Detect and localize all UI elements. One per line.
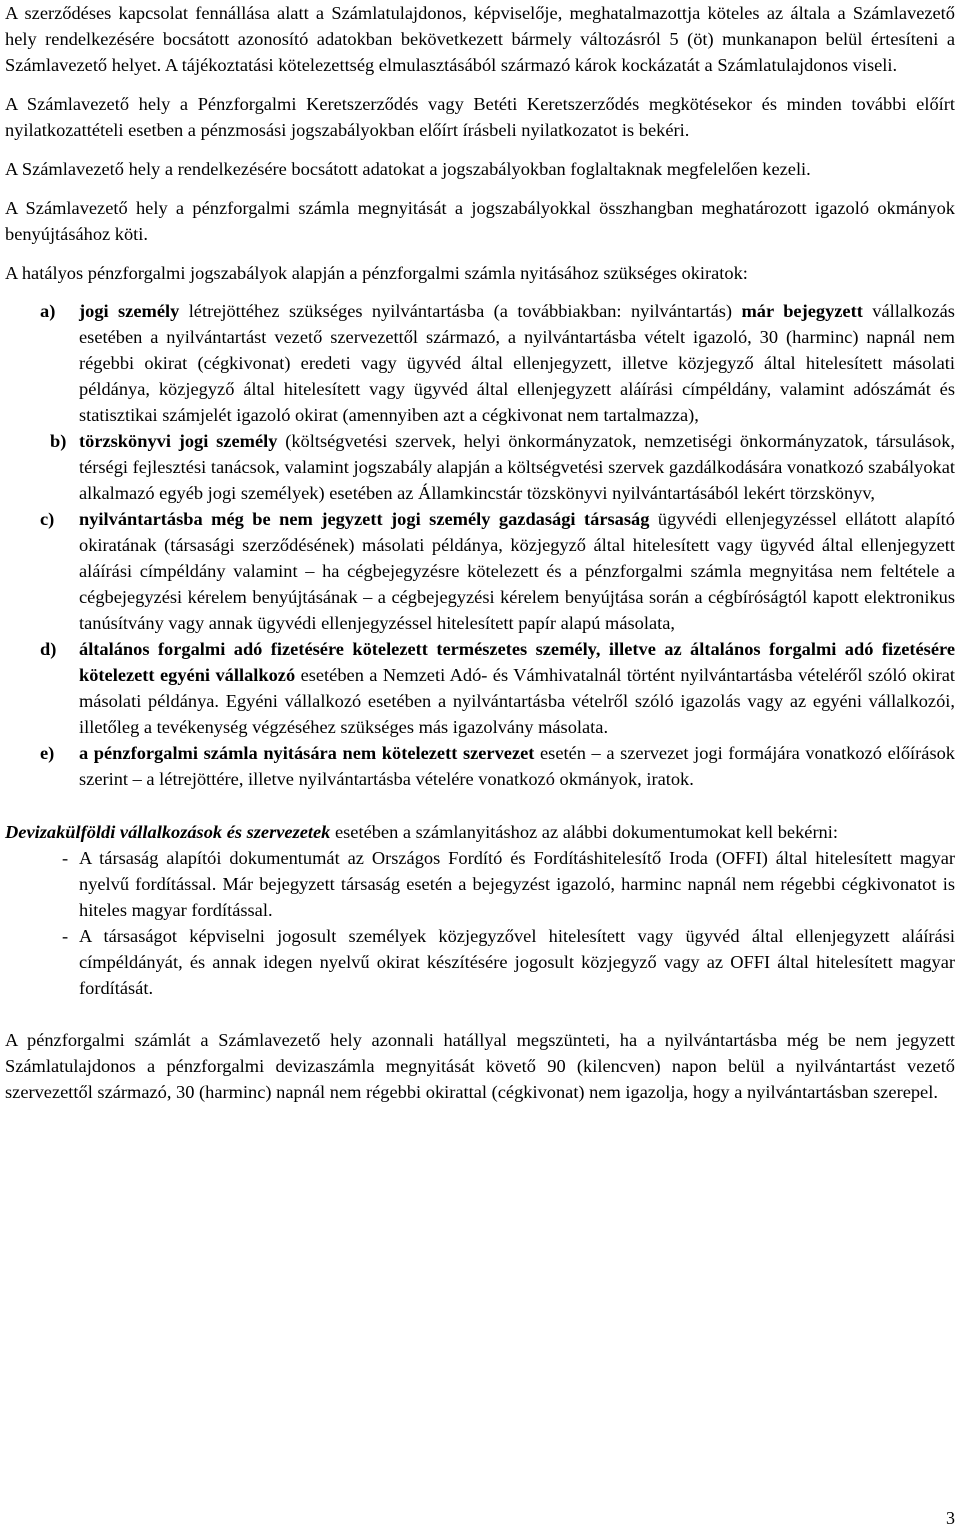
paragraph-account-opening: A Számlavezető hely a pénzforgalmi számla megnyitását a jogszabályokkal összhangban meghatározott igazoló okmányok benyújtásához köti. bbox=[5, 198, 955, 244]
document-page bbox=[5, 0, 955, 1105]
dash-marker: - bbox=[62, 926, 69, 946]
required-documents-list bbox=[5, 298, 955, 792]
list-item-text: (költségvetési szervek, helyi önkormányzatok, nemzetiségi önkormányzatok, társulások, térségi fejlesztési tanácsok, valamint jogszabály alapján a költségvetési szervek gazdálkodására vonatkozó szabályokat alkalmazó egyéb jogi személyek) esetében az Államkincstár tözskönyvi nyilvántartásából lekért törzskönyv, bbox=[79, 431, 956, 503]
paragraph-data-handling: A Számlavezető hely a rendelkezésére bocsátott adatokat a jogszabályokban foglaltaknak megfelelően kezeli. bbox=[5, 159, 811, 179]
list-item-text: ügyvédi ellenjegyzéssel ellátott alapító okiratának (társasági szerződésének) másolati példánya, közjegyző által hitelesített vagy ügyvéd által ellenjegyzett aláírási címpéldány valamint – ha cégbejegyzésre kötelezett és a pénzforgalmi számla megnyitása nem feltétele a cégbejegyzési kérelem benyújtásának – a cégbejegyzési kérelem benyújtása során a cégbíróságtól kapott elektronikus tanúsítvány vagy annak ügyvédi ellenjegyzéssel hitelesített papír alapú másolata, bbox=[79, 509, 955, 633]
list-item-text: esetében a Nemzeti Adó- és Vámhivatalnál történt nyilvántartásba vételéről szóló okirat másolati példánya. Egyéni vállalkozó esetében a nyilvántartásba vételről szóló igazolás vagy az egyéni vállalkozói, illetőleg a tevékenység végzéséhez szükséges más igazolvány másolata. bbox=[79, 665, 955, 737]
list-item-bold: már bejegyzett bbox=[741, 301, 863, 321]
list-item bbox=[5, 845, 955, 923]
list-item-text: vállalkozás esetében a nyilvántartást vezető szervezettől származó, a nyilvántartásba vételt igazoló, 30 (harminc) napnál nem régebbi okirat (cégkivonat) eredeti vagy ügyvéd által ellenjegyzett, illetve közjegyző által hitelesített másolati példánya, közjegyző által hitelesített vagy ügyvéd által ellenjegyzett aláírási címpéldány, valamint adószámát és statisztikai számjelét igazoló okirat (amennyiben azt a cégkivonat nem tartalmazza), bbox=[79, 301, 955, 425]
paragraph-foreign-entities bbox=[5, 819, 955, 845]
list-item-text: létrejöttéhez szükséges nyilvántartásba (a továbbiakban: nyilvántartás) bbox=[179, 301, 742, 321]
list-marker: e) bbox=[40, 743, 55, 763]
page-number: 3 bbox=[946, 1508, 955, 1528]
list-marker: c) bbox=[40, 509, 55, 529]
list-item bbox=[5, 636, 955, 740]
list-item-bold: általános forgalmi adó fizetésére kötelezett természetes személy, illetve az általános forgalmi adó fizetésére kötelezett egyéni vállalkozó bbox=[79, 639, 955, 685]
list-item bbox=[5, 506, 955, 636]
paragraph-notification-duty: A szerződéses kapcsolat fennállása alatt a Számlatulajdonos, képviselője, meghatalmazottja köteles az általa a Számlavezető hely rendelkezésére bocsátott azonosító adatokban bekövetkezett bármely változásról 5 (öt) munkanapon belül értesíteni a Számlavezető helyet. A tájékoztatási kötelezettség elmulasztásából származó károk kockázatát a Számlatulajdonos viseli. bbox=[5, 3, 955, 75]
list-item-bold: jogi személy bbox=[79, 301, 180, 321]
list-item-bold: nyilvántartásba még be nem jegyzett jogi személy gazdasági társaság bbox=[79, 509, 650, 529]
list-item-text: A társaság alapítói dokumentumát az Országos Fordító és Fordításhitelesítő Iroda (OFFI) által hitelesített magyar nyelvű fordítással. Már bejegyzett társaság esetén a bejegyzést igazoló, harminc napnál nem régebbi cégkivonatot is hiteles magyar fordítással. bbox=[79, 848, 955, 920]
list-marker: b) bbox=[50, 431, 67, 451]
list-item bbox=[5, 298, 955, 428]
list-marker: a) bbox=[40, 301, 56, 321]
foreign-entities-heading: Devizakülföldi vállalkozások és szervezetek bbox=[5, 822, 331, 842]
foreign-documents-list bbox=[5, 845, 955, 1001]
paragraph-required-documents-intro: A hatályos pénzforgalmi jogszabályok alapján a pénzforgalmi számla nyitásához szükséges okiratok: bbox=[5, 263, 748, 283]
list-item-bold: a pénzforgalmi számla nyitására nem kötelezett szervezet bbox=[79, 743, 535, 763]
paragraph-account-termination: A pénzforgalmi számlát a Számlavezető hely azonnali hatállyal megszünteti, ha a nyilvántartásba még be nem jegyzett Számlatulajdonos a pénzforgalmi devizaszámla megnyitását követő 90 (kilencven) napon belül a nyilvántartást vezető szervezettől származó, 30 (harminc) napnál nem régebbi okirattal (cégkivonat) nem igazolja, hogy a nyilvántartásban szerepel. bbox=[5, 1030, 955, 1102]
dash-marker: - bbox=[62, 848, 69, 868]
foreign-entities-text: esetében a számlanyitáshoz az alábbi dokumentumokat kell bekérni: bbox=[330, 822, 838, 842]
list-marker: d) bbox=[40, 639, 57, 659]
list-item-bold: törzskönyvi jogi személy bbox=[79, 431, 278, 451]
list-item bbox=[5, 923, 955, 1001]
list-item-text: A társaságot képviselni jogosult személyek közjegyzővel hitelesített vagy ügyvéd által ellenjegyzett aláírási címpéldányát, és annak idegen nyelvű okirat készítésére jogosult közjegyző vagy az OFFI által hitelesített magyar fordítását. bbox=[79, 926, 955, 998]
list-item bbox=[5, 428, 955, 506]
list-item-text: esetén – a szervezet jogi formájára vonatkozó előírások szerint – a létrejöttére, illetve nyilvántartásba vételére vonatkozó okmányok, iratok. bbox=[79, 743, 955, 789]
list-item bbox=[5, 740, 955, 792]
paragraph-aml-statement: A Számlavezető hely a Pénzforgalmi Keretszerződés vagy Betéti Keretszerződés megkötésekor és minden további előírt nyilatkozattételi esetben a pénzmosási jogszabályokban előírt írásbeli nyilatkozatot is bekéri. bbox=[5, 94, 955, 140]
